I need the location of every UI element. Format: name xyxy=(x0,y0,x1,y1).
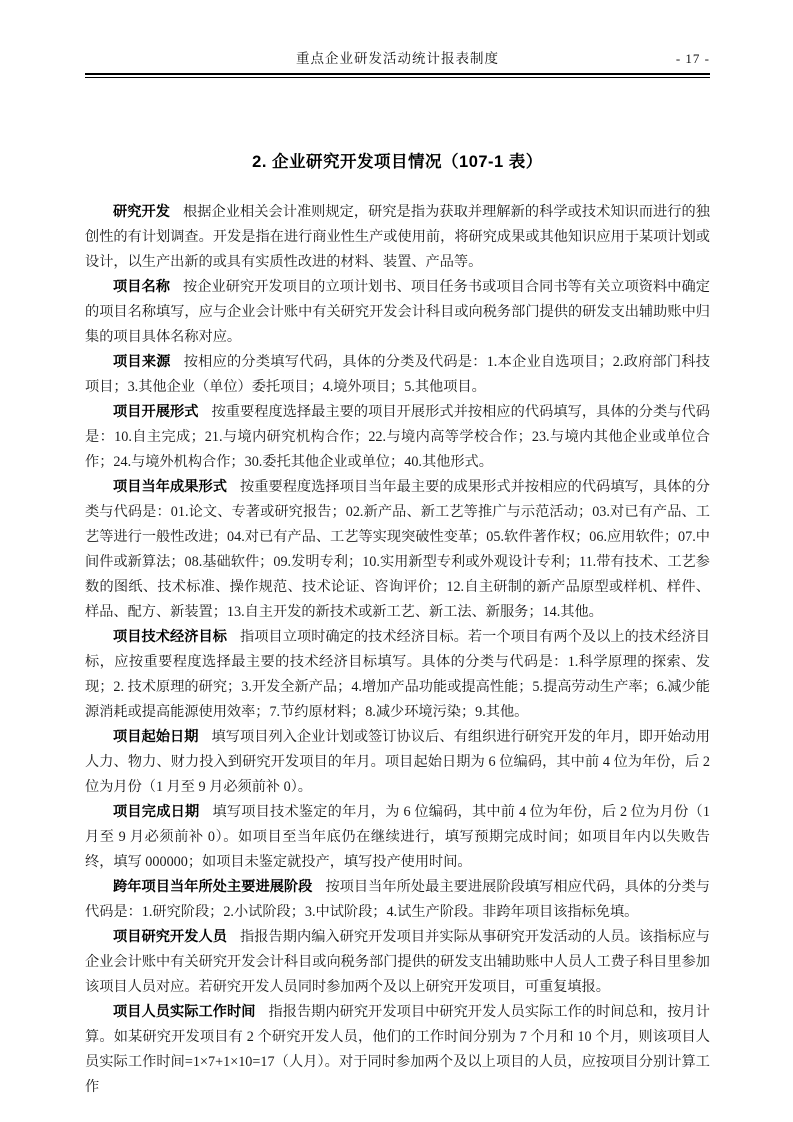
document-body xyxy=(85,200,710,1100)
doc-title: 2. 企业研究开发项目情况（107-1 表） xyxy=(252,153,543,171)
definition-text: 填写项目列入企业计划或签订协议后、有组织进行研究开发的年月，即开始动用人力、物力、财力投入到研究开发项目的年月。项目起始日期为 6 位编码，其中前 4 位为年份，后 2 位为月份（1 月至 9 月必须前补 0）。 xyxy=(85,729,710,795)
definition-paragraph-project-source xyxy=(85,350,710,400)
header-title: 重点企业研发活动统计报表制度 xyxy=(296,51,499,66)
definition-paragraph-start-date xyxy=(85,725,710,800)
definition-term: 跨年项目当年所处主要进展阶段 xyxy=(113,879,313,895)
definition-term: 项目开展形式 xyxy=(113,404,199,420)
definition-term: 项目名称 xyxy=(113,279,170,295)
definition-paragraph-progress-stage xyxy=(85,875,710,925)
definition-paragraph-actual-work-time xyxy=(85,1000,710,1100)
definition-text: 按重要程度选择最主要的项目开展形式并按相应的代码填写，具体的分类与代码是：10.自主完成；21.与境内研究机构合作；22.与境内高等学校合作；23.与境内其他企业或单位合作；24.与境外机构合作；30.委托其他企业或单位；40.其他形式。 xyxy=(85,404,710,470)
definition-term: 项目完成日期 xyxy=(113,804,200,820)
definition-term: 项目研究开发人员 xyxy=(113,929,227,945)
definition-paragraph-project-name xyxy=(85,275,710,350)
definition-term: 项目来源 xyxy=(113,354,171,370)
definition-term: 项目技术经济目标 xyxy=(113,629,227,645)
header-rule xyxy=(85,73,710,78)
definition-paragraph-project-form xyxy=(85,400,710,475)
definition-paragraph-project-result-form xyxy=(85,475,710,625)
definition-term: 项目当年成果形式 xyxy=(113,479,227,495)
definition-paragraph-research-development xyxy=(85,200,710,275)
definition-text: 按企业研究开发项目的立项计划书、项目任务书或项目合同书等有关立项资料中确定的项目名称填写，应与企业会计账中有关研究开发会计科目或向税务部门提供的研发支出辅助账中归集的项目具体名称对应。 xyxy=(85,279,710,345)
definition-term: 项目起始日期 xyxy=(113,729,199,745)
definition-text: 指报告期内编入研究开发项目并实际从事研究开发活动的人员。该指标应与企业会计账中有关研究开发会计科目或向税务部门提供的研发支出辅助账中人员人工费子科目里参加该项目人员对应。若研究开发人员同时参加两个及以上研究开发项目，可重复填报。 xyxy=(85,929,710,995)
definition-term: 研究开发 xyxy=(113,204,170,220)
definition-paragraph-rd-personnel xyxy=(85,925,710,1000)
definition-text: 按相应的分类填写代码，具体的分类及代码是：1.本企业自选项目；2.政府部门科技项目；3.其他企业（单位）委托项目；4.境外项目；5.其他项目。 xyxy=(85,354,710,395)
definition-text: 根据企业相关会计准则规定，研究是指为获取并理解新的科学或技术知识而进行的独创性的有计划调查。开发是指在进行商业性生产或使用前，将研究成果或其他知识应用于某项计划或设计，以生产出新的或具有实质性改进的材料、装置、产品等。 xyxy=(85,204,710,270)
definition-text: 按重要程度选择项目当年最主要的成果形式并按相应的代码填写，具体的分类与代码是：01.论文、专著或研究报告；02.新产品、新工艺等推广与示范活动；03.对已有产品、工艺等进行一般性改进；04.对已有产品、工艺等实现突破性变革；05.软件著作权；06.应用软件；07.中间件或新算法；08.基础软件；09.发明专利；10.实用新型专利或外观设计专利；11.带有技术、工艺参数的图纸、技术标准、操作规范、技术论证、咨询评价；12.自主研制的新产品原型或样机、样件、样品、配方、新装置；13.自主开发的新技术或新工艺、新工法、新服务；14.其他。 xyxy=(85,479,710,620)
definition-text: 按项目当年所处最主要进展阶段填写相应代码，具体的分类与代码是：1.研究阶段；2.小试阶段；3.中试阶段；4.试生产阶段。非跨年项目该指标免填。 xyxy=(85,879,710,920)
page-number: - 17 - xyxy=(675,51,710,66)
definition-term: 项目人员实际工作时间 xyxy=(113,1004,256,1020)
definition-text: 填写项目技术鉴定的年月，为 6 位编码，其中前 4 位为年份，后 2 位为月份（1 月至 9 月必须前补 0）。如项目至当年底仍在继续进行，填写预期完成时间；如项目年内以失败告终，填写 000000；如项目未鉴定就投产，填写投产使用时间。 xyxy=(85,804,710,870)
definition-text: 指项目立项时确定的技术经济目标。若一个项目有两个及以上的技术经济目标，应按重要程度选择最主要的技术经济目标填写。具体的分类与代码是：1.科学原理的探索、发现；2. 技术原理的研究；3.开发全新产品；4.增加产品功能或提高性能；5.提高劳动生产率；6.减少能源消耗或提高能源使用效率；7.节约原材料；8.减少环境污染；9.其他。 xyxy=(85,629,710,720)
definition-paragraph-completion-date xyxy=(85,800,710,875)
page-header xyxy=(85,48,710,70)
definition-text: 指报告期内研究开发项目中研究开发人员实际工作的时间总和，按月计算。如某研究开发项目有 2 个研究开发人员，他们的工作时间分别为 7 个月和 10 个月，则该项目人员实际工作时间=1×7+1×10=17（人月）。对于同时参加两个及以上项目的人员，应按项目分别计算工作 xyxy=(85,1004,710,1095)
definition-paragraph-tech-economic-goal xyxy=(85,625,710,725)
